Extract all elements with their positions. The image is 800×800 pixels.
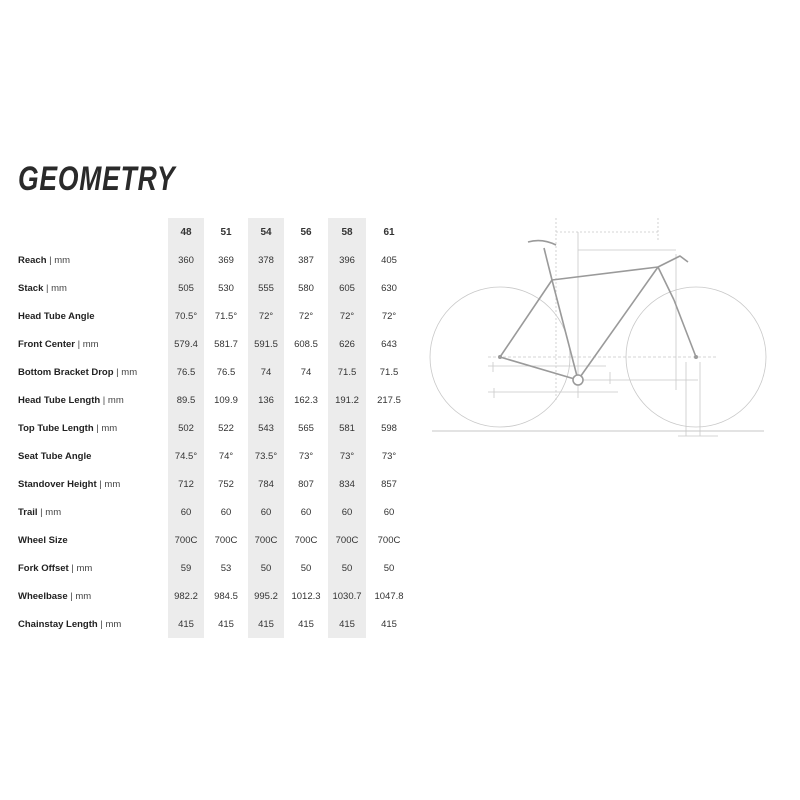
chain-stay-drawing <box>500 357 578 380</box>
fork-drawing <box>674 300 696 357</box>
value-cell: 73° <box>298 450 314 462</box>
value-cell: 89.5 <box>168 386 204 414</box>
value-cell: 995.2 <box>248 582 284 610</box>
seat-stay-drawing <box>500 280 552 357</box>
value-cell: 591.5 <box>248 330 284 358</box>
value-cell: 50 <box>300 562 312 574</box>
row-label: Reach | mm <box>18 254 71 266</box>
value-cell: 1030.7 <box>328 582 366 610</box>
value-cell: 50 <box>248 554 284 582</box>
table-row <box>14 246 408 274</box>
row-label-text: Fork Offset <box>18 562 69 574</box>
row-unit: mm <box>54 254 71 266</box>
table-row <box>14 582 408 610</box>
row-unit: mm <box>51 282 67 294</box>
value-cell: 73° <box>328 442 366 470</box>
size-header-56: 56 <box>300 226 312 238</box>
value-cell: 581 <box>328 414 366 442</box>
table-row <box>14 610 408 638</box>
row-label-text: Bottom Bracket Drop <box>18 366 114 378</box>
value-cell: 415 <box>218 618 234 630</box>
table-row <box>14 442 408 470</box>
table-row <box>14 330 408 358</box>
value-cell: 608.5 <box>294 338 318 350</box>
value-cell: 807 <box>298 478 314 490</box>
value-cell: 74 <box>248 358 284 386</box>
value-cell: 60 <box>220 506 232 518</box>
value-cell: 72° <box>328 302 366 330</box>
table-row <box>14 470 408 498</box>
page-title: GEOMETRY <box>18 160 176 198</box>
value-cell: 60 <box>383 506 395 518</box>
value-cell: 605 <box>328 274 366 302</box>
value-cell: 502 <box>168 414 204 442</box>
row-label-text: Chainstay Length <box>18 618 98 630</box>
value-cell: 369 <box>218 254 234 266</box>
row-unit: mm <box>105 618 122 630</box>
value-cell: 1012.3 <box>291 590 321 602</box>
row-unit: mm <box>75 590 92 602</box>
row-label-text: Top Tube Length <box>18 422 94 434</box>
value-cell: 76.5 <box>168 358 204 386</box>
value-cell: 700C <box>248 526 284 554</box>
row-label-text: Head Tube Angle <box>18 310 95 322</box>
value-cell: 581.7 <box>214 338 238 350</box>
table-row <box>14 526 408 554</box>
value-cell: 626 <box>328 330 366 358</box>
row-label-text: Wheel Size <box>18 534 68 546</box>
size-header-48: 48 <box>168 218 204 246</box>
row-label-text: Front Center <box>18 338 75 350</box>
table-row <box>14 358 408 386</box>
value-cell: 76.5 <box>216 366 236 378</box>
row-label: Bottom Bracket Drop | mm <box>18 366 138 378</box>
size-header-row <box>14 218 408 246</box>
value-cell: 70.5° <box>168 302 204 330</box>
value-cell: 834 <box>328 470 366 498</box>
row-label-text: Head Tube Length <box>18 394 101 406</box>
value-cell: 162.3 <box>294 394 318 406</box>
value-cell: 60 <box>168 498 204 526</box>
value-cell: 74.5° <box>168 442 204 470</box>
value-cell: 74 <box>300 366 312 378</box>
table-row <box>14 386 408 414</box>
header-label-cell <box>14 218 168 246</box>
value-cell: 415 <box>328 610 366 638</box>
stem-drawing <box>658 256 688 267</box>
value-cell: 74° <box>218 450 234 462</box>
value-cell: 72° <box>381 310 397 322</box>
down-tube-drawing <box>578 267 658 380</box>
row-label: Stack | mm <box>18 282 67 294</box>
row-label-text: Reach <box>18 254 47 266</box>
row-label: Fork Offset | mm <box>18 562 93 574</box>
value-cell: 984.5 <box>214 590 238 602</box>
value-cell: 360 <box>168 246 204 274</box>
value-cell: 60 <box>300 506 312 518</box>
table-row <box>14 302 408 330</box>
row-unit: mm <box>121 366 138 378</box>
head-tube-drawing <box>658 267 674 300</box>
value-cell: 1047.8 <box>374 590 404 602</box>
row-unit: mm <box>101 422 118 434</box>
row-label: Head Tube Length | mm <box>18 394 124 406</box>
value-cell: 60 <box>328 498 366 526</box>
value-cell: 378 <box>248 246 284 274</box>
bottom-bracket-drawing <box>573 375 583 385</box>
table-row <box>14 274 408 302</box>
row-label <box>14 302 168 330</box>
seatpost-drawing <box>544 248 552 280</box>
table-row <box>14 554 408 582</box>
value-cell: 700C <box>294 534 318 546</box>
value-cell: 396 <box>328 246 366 274</box>
row-label-text: Stack <box>18 282 44 294</box>
row-label: Front Center | mm <box>18 338 99 350</box>
value-cell: 555 <box>248 274 284 302</box>
row-label-text: Standover Height <box>18 478 97 490</box>
value-cell: 712 <box>168 470 204 498</box>
value-cell: 700C <box>168 526 204 554</box>
row-unit: mm <box>104 478 121 490</box>
row-label: Top Tube Length | mm <box>18 422 118 434</box>
table-row <box>14 498 408 526</box>
value-cell: 579.4 <box>168 330 204 358</box>
row-label: Trail | mm <box>18 506 62 518</box>
value-cell: 598 <box>381 422 397 434</box>
row-unit: mm <box>45 506 62 518</box>
value-cell: 630 <box>381 282 397 294</box>
row-label-text: Wheelbase <box>18 590 68 602</box>
value-cell: 71.5 <box>379 366 399 378</box>
table-row <box>14 414 408 442</box>
value-cell: 543 <box>248 414 284 442</box>
value-cell: 71.5 <box>328 358 366 386</box>
value-cell: 53 <box>220 562 232 574</box>
value-cell: 136 <box>248 386 284 414</box>
value-cell: 505 <box>168 274 204 302</box>
row-label-text: Seat Tube Angle <box>18 450 92 462</box>
value-cell: 405 <box>381 254 397 266</box>
saddle-drawing <box>528 241 556 245</box>
value-cell: 415 <box>298 618 314 630</box>
value-cell: 700C <box>377 534 401 546</box>
value-cell: 59 <box>168 554 204 582</box>
value-cell: 72° <box>298 310 314 322</box>
row-label <box>14 526 168 554</box>
value-cell: 565 <box>298 422 314 434</box>
value-cell: 72° <box>248 302 284 330</box>
value-cell: 415 <box>168 610 204 638</box>
value-cell: 73.5° <box>248 442 284 470</box>
value-cell: 700C <box>214 534 238 546</box>
size-header-51: 51 <box>220 226 232 238</box>
size-header-54: 54 <box>248 218 284 246</box>
value-cell: 784 <box>248 470 284 498</box>
size-header-58: 58 <box>328 218 366 246</box>
row-label: Chainstay Length | mm <box>18 618 122 630</box>
value-cell: 109.9 <box>214 394 238 406</box>
top-tube-drawing <box>552 267 658 280</box>
value-cell: 71.5° <box>214 310 238 322</box>
row-unit: mm <box>107 394 124 406</box>
value-cell: 191.2 <box>328 386 366 414</box>
value-cell: 522 <box>218 422 234 434</box>
value-cell: 415 <box>248 610 284 638</box>
bike-geometry-diagram <box>428 212 768 442</box>
value-cell: 50 <box>328 554 366 582</box>
value-cell: 982.2 <box>168 582 204 610</box>
value-cell: 60 <box>248 498 284 526</box>
row-unit: mm <box>82 338 99 350</box>
value-cell: 415 <box>381 618 397 630</box>
value-cell: 530 <box>218 282 234 294</box>
value-cell: 50 <box>383 562 395 574</box>
row-label: Wheelbase | mm <box>18 590 92 602</box>
geometry-table <box>14 218 408 638</box>
value-cell: 580 <box>298 282 314 294</box>
row-label-text: Trail <box>18 506 38 518</box>
row-label: Standover Height | mm <box>18 478 121 490</box>
value-cell: 643 <box>381 338 397 350</box>
row-label <box>14 442 168 470</box>
value-cell: 700C <box>328 526 366 554</box>
value-cell: 217.5 <box>377 394 401 406</box>
value-cell: 752 <box>218 478 234 490</box>
value-cell: 857 <box>381 478 397 490</box>
row-unit: mm <box>76 562 93 574</box>
value-cell: 387 <box>298 254 314 266</box>
value-cell: 73° <box>381 450 397 462</box>
size-header-61: 61 <box>383 226 395 238</box>
